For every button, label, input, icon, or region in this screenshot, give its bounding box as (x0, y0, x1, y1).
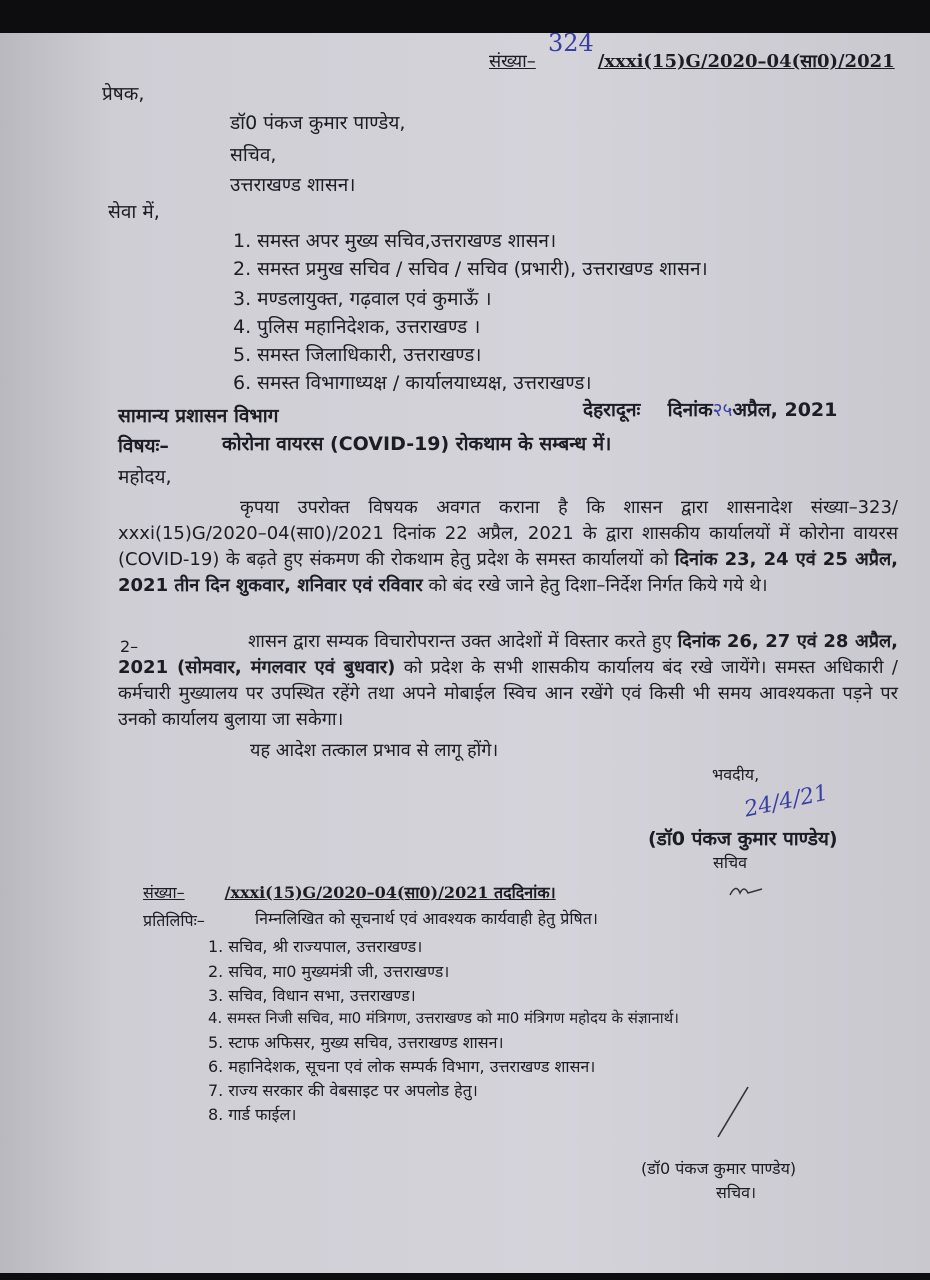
paragraph-2-number: 2– (120, 637, 139, 656)
paragraph-2-text-a: शासन द्वारा सम्यक विचारोपरान्त उक्त आदेशों में विस्तार करते हुए (248, 631, 672, 652)
copy-item: 4. समस्त निजी सचिव, मा0 मंत्रिगण, उत्तराखण्ड को मा0 मंत्रिगण महोदय के संज्ञानार्थ। (208, 1009, 679, 1027)
ref-bottom-code: /xxxi(15)G/2020–04(सा0)/2021 तददिनांक। (224, 883, 556, 902)
date-handwritten: २५ (712, 399, 733, 421)
salutation: महोदय, (118, 466, 172, 488)
signature-stroke (710, 1083, 770, 1143)
paragraph-2 (118, 629, 898, 733)
subject-text: कोरोना वायरस (COVID-19) रोकथाम के सम्बन्ध में। (222, 433, 612, 455)
copy-intro: निम्नलिखित को सूचनार्थ एवं आवश्यक कार्यवाही हेतु प्रेषित। (255, 909, 598, 928)
sender-office: उत्तराखण्ड शासन। (230, 174, 356, 196)
sender-name: डॉ0 पंकज कुमार पाण्डेय, (230, 112, 406, 134)
copy-item: 7. राज्य सरकार की वेबसाइट पर अपलोड हेतु। (208, 1081, 478, 1100)
place-date (583, 401, 837, 420)
closing-yours: भवदीय, (712, 765, 760, 784)
recipient-item: 4. पुलिस महानिदेशक, उत्तराखण्ड । (233, 316, 481, 338)
copy-item: 2. सचिव, मा0 मुख्यमंत्री जी, उत्तराखण्ड। (208, 962, 450, 981)
recipient-item: 3. मण्डलायुक्त, गढ़वाल एवं कुमाऊँ । (233, 288, 492, 310)
closing-designation: सचिव (713, 853, 748, 872)
copy-item: 1. सचिव, श्री राज्यपाल, उत्तराखण्ड। (208, 937, 423, 956)
ref-top-handwritten-number: 324 (548, 33, 594, 57)
copy-item: 6. महानिदेशक, सूचना एवं लोक सम्पर्क विभाग, उत्तराखण्ड शासन। (208, 1057, 596, 1076)
sender-label: प्रेषक, (102, 83, 145, 105)
ref-bottom (143, 885, 556, 901)
closing2-designation: सचिव। (716, 1183, 757, 1202)
initials-mark (728, 881, 768, 901)
copy-label: प्रतिलिपिः– (143, 911, 205, 930)
recipient-item: 6. समस्त विभागाध्यक्ष / कार्यालयाध्यक्ष, उत्तराखण्ड। (233, 372, 592, 394)
closing2-name: (डॉ0 पंकज कुमार पाण्डेय) (641, 1159, 797, 1178)
paragraph-1-text-a: कृपया उपरोक्त विषयक अवगत कराना है कि शासन द्वारा शासनादेश संख्या–323/ xxxi(15)G/2020–04(सा0)/2021 दिनांक 22 अप्रैल, 2021 के द्वारा शासकीय कार्यालयों में कोरोना वायरस (COVID-19) के बढ़ते हुए संकमण की रोकथाम हेतु प्रदेश के समस्त कार्यालयों को (118, 497, 898, 570)
ref-top-code: /xxxi(15)G/2020–04(सा0)/2021 (597, 51, 895, 72)
closing-name: (डॉ0 पंकज कुमार पाण्डेय) (648, 828, 838, 850)
recipient-item: 1. समस्त अपर मुख्य सचिव,उत्तराखण्ड शासन। (233, 230, 557, 252)
paragraph-2-text-b: को प्रदेश के सभी शासकीय कार्यालय बंद रखे जायेंगे। समस्त अधिकारी / कर्मचारी मुख्यालय पर उपस्थित रहेंगे तथा अपने मोबाईल स्विच आन रखेंगे एवं किसी भी समय आवश्यकता पड़ने पर उनको कार्यालय बुलाया जा सकेगा। (118, 657, 898, 730)
recipient-item: 2. समस्त प्रमुख सचिव / सचिव / सचिव (प्रभारी), उत्तराखण्ड शासन। (233, 258, 708, 280)
copy-item: 5. स्टाफ अफिसर, मुख्य सचिव, उत्तराखण्ड शासन। (208, 1033, 504, 1052)
copy-item: 3. सचिव, विधान सभा, उत्तराखण्ड। (208, 986, 416, 1005)
paragraph-1 (118, 495, 898, 599)
to-label: सेवा में, (108, 201, 160, 223)
paragraph-2-bold: दिनांक 26, 27 एवं 28 अप्रैल, 2021 (सोमवार, मंगलवार एवं बुधवार) (118, 631, 899, 678)
paragraph-1-text-b: को बंद रखे जाने हेतु दिशा–निर्देश निर्गत किये गये थे। (428, 575, 768, 596)
place: देहरादूनः (583, 399, 641, 421)
paragraph-1-bold: दिनांक 23, 24 एवं 25 अप्रैल, 2021 तीन दिन शुकवार, शनिवार एवं रविवार (118, 549, 898, 596)
date-label: दिनांक (667, 399, 713, 421)
document-page (0, 33, 930, 1273)
paragraph-3: यह आदेश तत्काल प्रभाव से लागू होंगे। (250, 740, 499, 761)
sender-designation: सचिव, (230, 144, 277, 166)
signature: 24/4/21 (742, 780, 831, 823)
copy-item: 8. गार्ड फाईल। (208, 1105, 297, 1124)
ref-bottom-label: संख्या– (143, 883, 185, 902)
recipient-item: 5. समस्त जिलाधिकारी, उत्तराखण्ड। (233, 344, 482, 366)
date-rest: अप्रैल, 2021 (732, 399, 838, 421)
subject-label: विषयः– (118, 435, 169, 457)
ref-top-label: संख्या– (489, 51, 536, 72)
department: सामान्य प्रशासन विभाग (118, 405, 279, 427)
